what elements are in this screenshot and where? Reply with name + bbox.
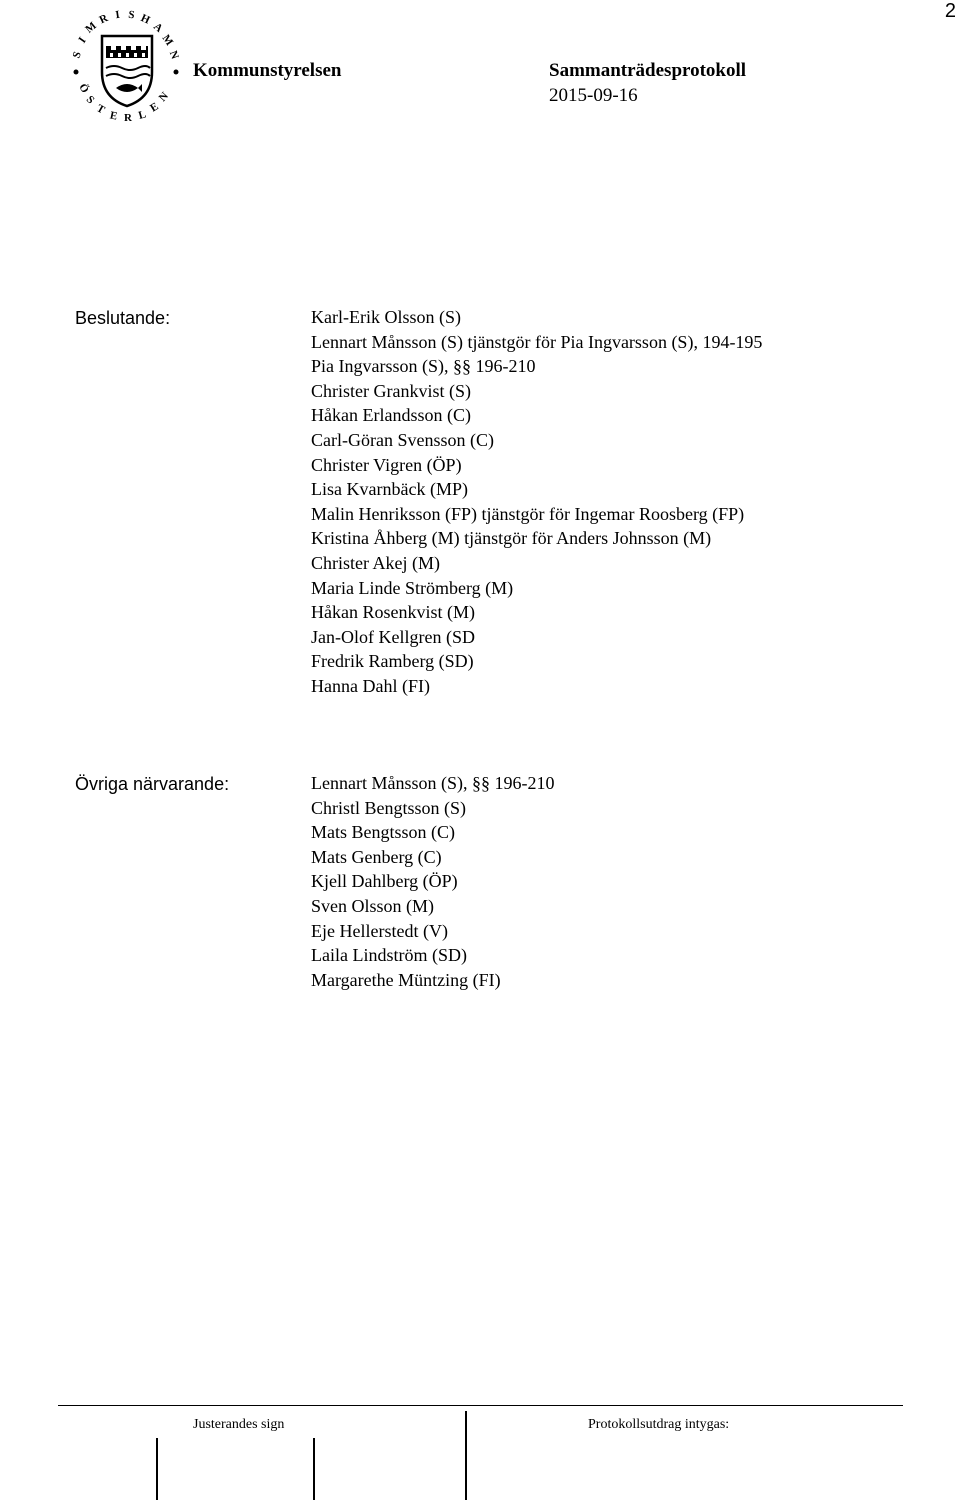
list-item: Laila Lindström (SD) <box>311 945 467 966</box>
page-number: 2 <box>944 0 956 22</box>
signature-box-divider <box>156 1438 158 1500</box>
list-item: Lisa Kvarnbäck (MP) <box>311 479 468 500</box>
list-item: Mats Genberg (C) <box>311 846 442 867</box>
list-item: Kjell Dahlberg (ÖP) <box>311 871 458 892</box>
list-item: Maria Linde Strömberg (M) <box>311 577 514 598</box>
decision-makers-label: Beslutande: <box>75 308 171 328</box>
list-item: Sven Olsson (M) <box>311 895 435 916</box>
svg-text:A: A <box>151 20 165 35</box>
svg-text:R: R <box>97 12 110 27</box>
meeting-date: 2015-09-16 <box>549 85 638 106</box>
list-item: Eje Hellerstedt (V) <box>311 920 448 941</box>
list-item: Margarethe Müntzing (FI) <box>311 969 501 990</box>
organization-name: Kommunstyrelsen <box>193 60 342 81</box>
list-item: Christer Grankvist (S) <box>311 380 471 401</box>
footer-divider <box>58 1405 903 1406</box>
svg-text:H: H <box>138 12 152 27</box>
list-item: Kristina Åhberg (M) tjänstgör för Anders Johnsson (M) <box>311 528 712 549</box>
list-item: Fredrik Ramberg (SD) <box>311 651 474 672</box>
svg-text:L: L <box>137 108 148 122</box>
svg-text:I: I <box>114 8 121 22</box>
list-item: Lennart Månsson (S) tjänstgör för Pia Ingvarsson (S), 194-195 <box>311 331 763 352</box>
extract-certification-label: Protokollsutdrag intygas: <box>588 1417 730 1432</box>
svg-text:S: S <box>127 8 136 22</box>
municipal-logo <box>66 6 186 126</box>
list-item: Hanna Dahl (FI) <box>311 675 430 696</box>
svg-text:M: M <box>83 19 99 36</box>
svg-text:Ö: Ö <box>76 81 91 96</box>
decision-makers-list <box>311 305 762 699</box>
signature-box-divider <box>465 1411 467 1500</box>
list-item: Karl-Erik Olsson (S) <box>311 307 461 327</box>
list-item: Christer Vigren (ÖP) <box>311 454 462 475</box>
list-item: Christl Bengtsson (S) <box>311 797 467 818</box>
svg-text:E: E <box>108 109 119 123</box>
svg-text:S: S <box>83 93 97 107</box>
list-item: Malin Henriksson (FP) tjänstgör för Ingemar Roosberg (FP) <box>311 503 745 524</box>
svg-text:N: N <box>166 49 181 61</box>
svg-text:I: I <box>76 35 89 46</box>
others-present-list <box>311 771 554 992</box>
others-present-label: Övriga närvarande: <box>75 774 230 794</box>
svg-text:E: E <box>148 100 161 115</box>
list-item: Håkan Rosenkvist (M) <box>311 602 475 623</box>
svg-text:T: T <box>94 102 107 117</box>
list-item: Lennart Månsson (S), §§ 196-210 <box>311 773 555 793</box>
list-item: Håkan Erlandsson (C) <box>311 405 471 426</box>
svg-text:N: N <box>156 90 171 104</box>
adjuster-signature-label: Justerandes sign <box>193 1417 285 1432</box>
list-item: Christer Akej (M) <box>311 552 440 573</box>
svg-text:S: S <box>70 50 84 60</box>
signature-box-divider <box>313 1438 315 1500</box>
document-title: Sammanträdesprotokoll <box>549 60 747 81</box>
list-item: Carl-Göran Svensson (C) <box>311 429 494 450</box>
svg-text:R: R <box>124 112 132 124</box>
list-item: Jan-Olof Kellgren (SD <box>311 626 475 647</box>
list-item: Mats Bengtsson (C) <box>311 822 455 843</box>
svg-text:M: M <box>159 32 176 48</box>
list-item: Pia Ingvarsson (S), §§ 196-210 <box>311 356 536 377</box>
